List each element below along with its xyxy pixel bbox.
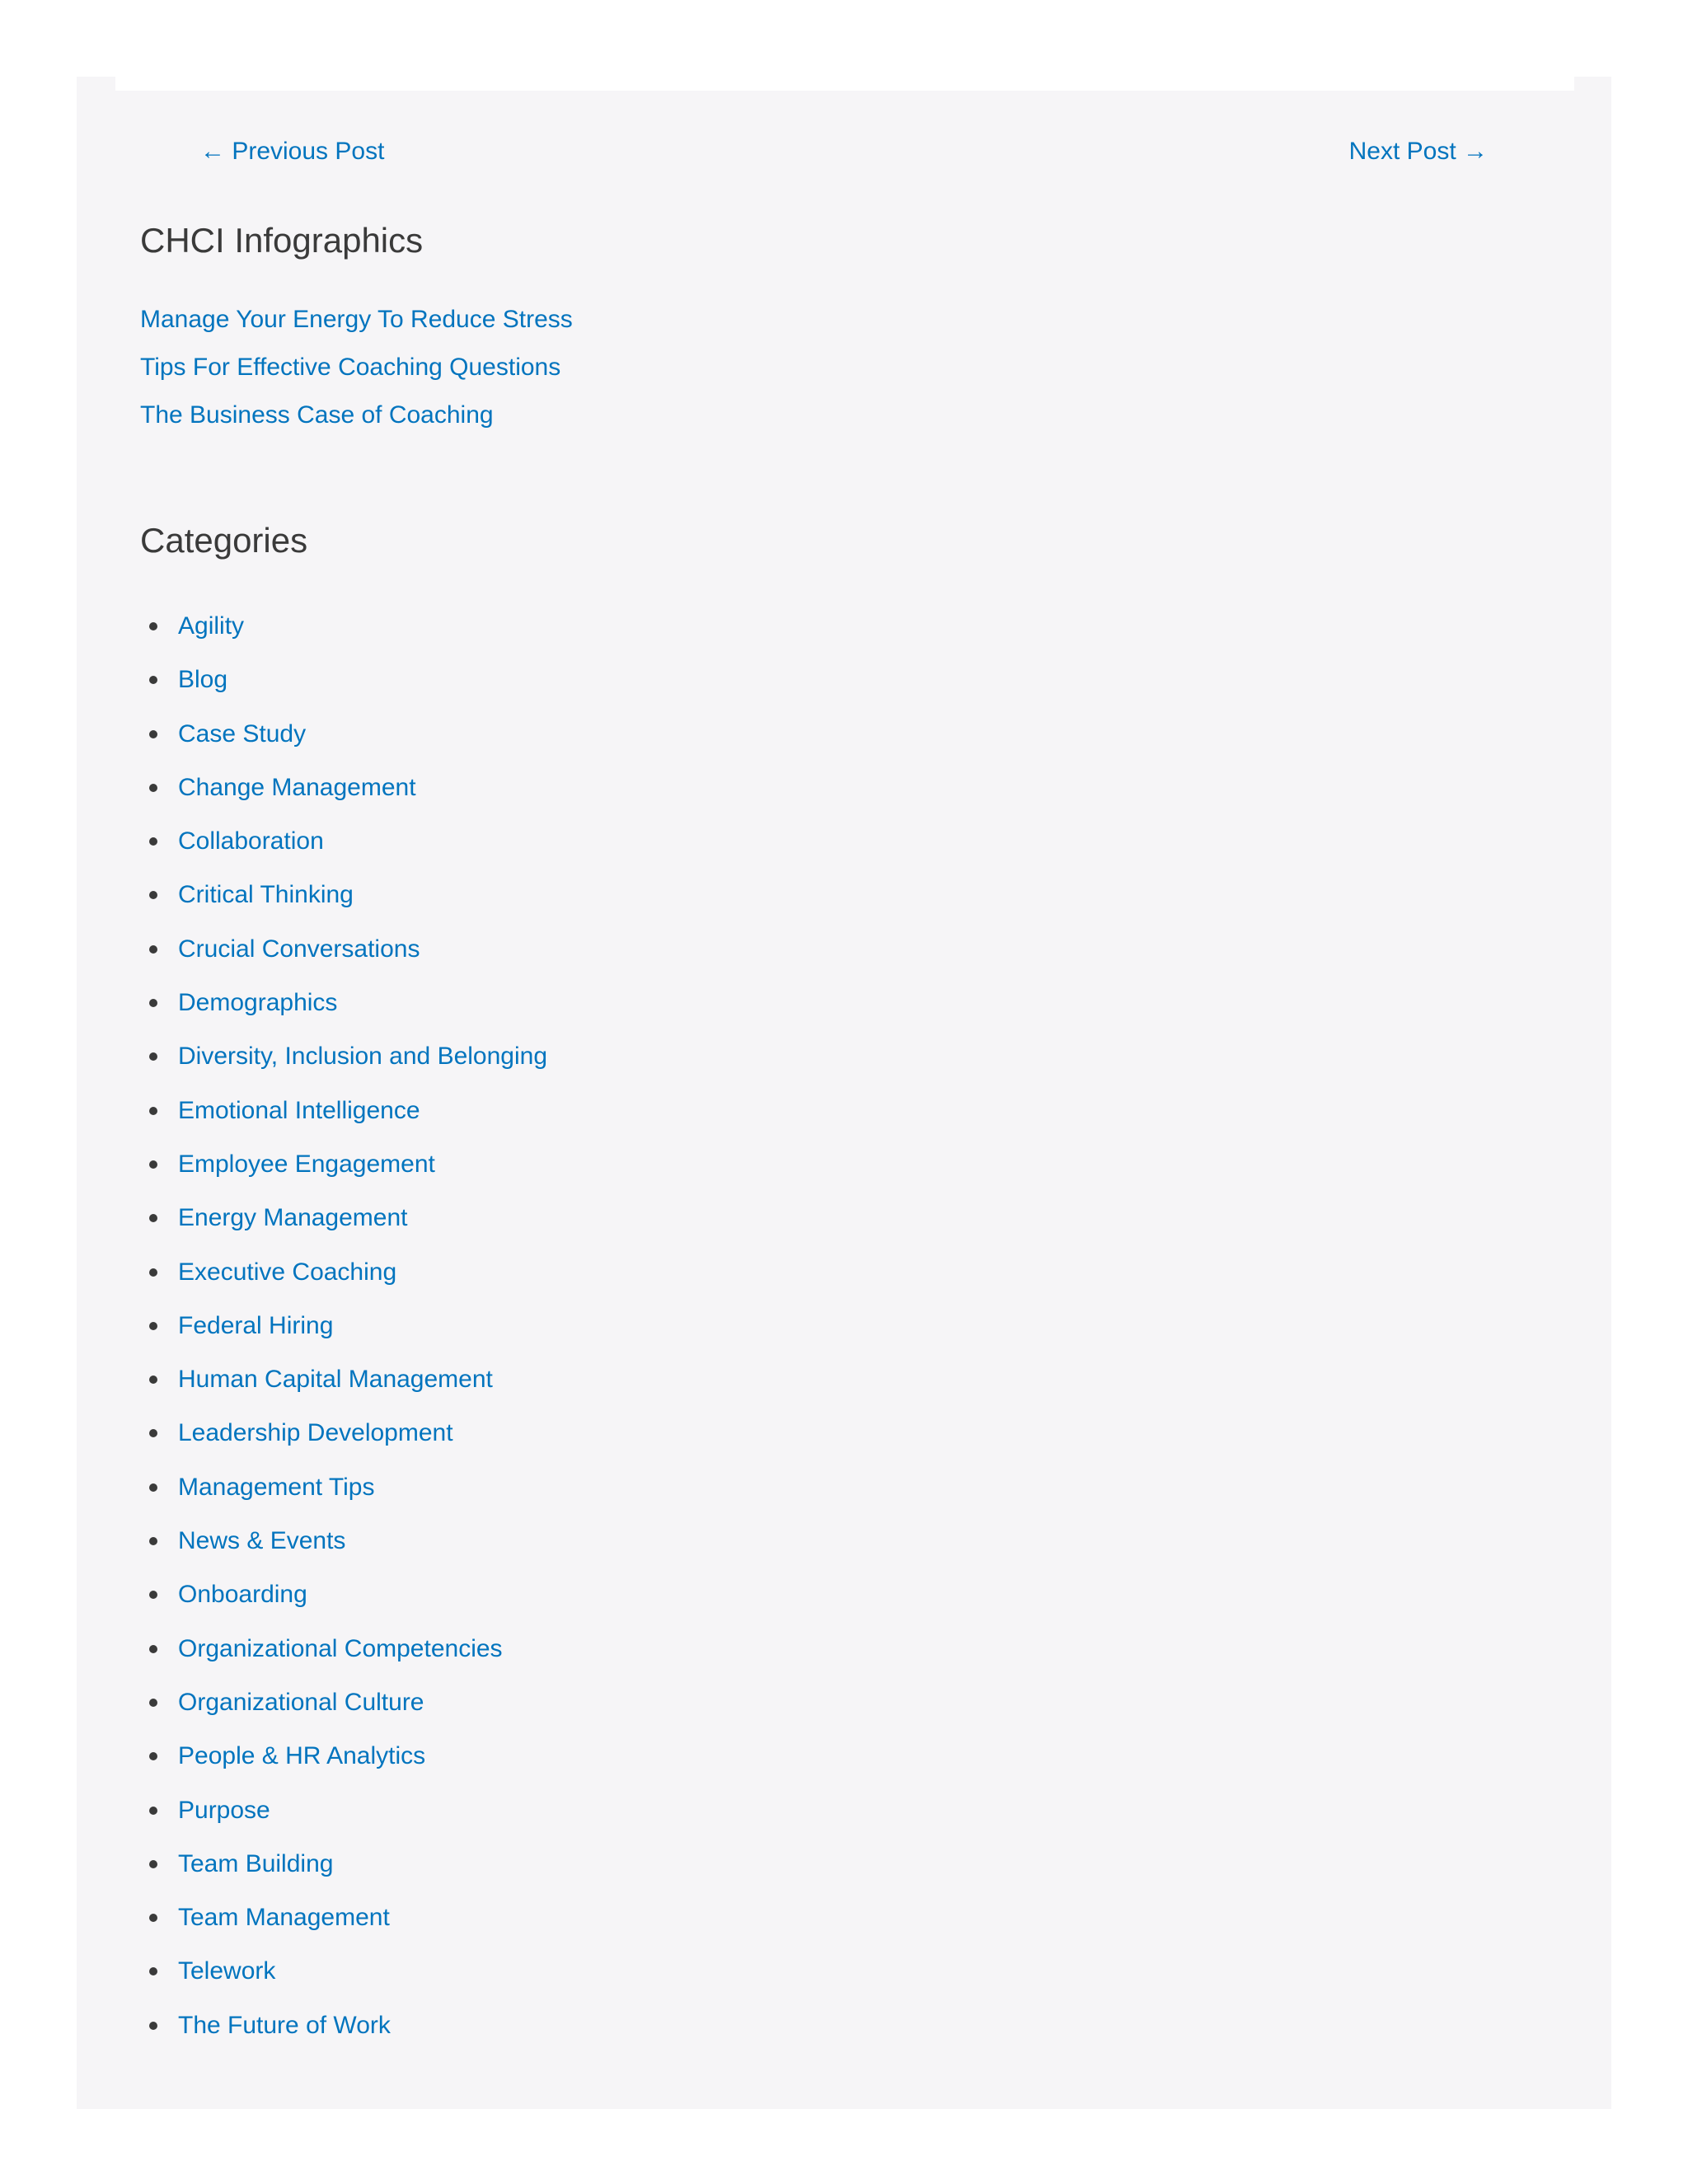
bullet-icon [149,1483,157,1492]
bullet-icon [149,1160,157,1169]
bullet-icon [149,1214,157,1222]
bullet-icon [149,1807,157,1815]
category-link-executive-coaching[interactable]: Executive Coaching [178,1258,397,1286]
category-list-item [140,1682,547,1736]
category-link-federal-hiring[interactable]: Federal Hiring [178,1311,334,1339]
category-link-telework[interactable]: Telework [178,1957,276,1985]
category-list-item [140,1790,547,1844]
category-list-item [140,1467,547,1521]
category-list-item [140,767,547,821]
bullet-icon [149,1752,157,1760]
bullet-icon [149,622,157,630]
bullet-icon [149,676,157,684]
category-link-critical-thinking[interactable]: Critical Thinking [178,881,354,909]
bullet-icon [149,1268,157,1277]
category-link-management-tips[interactable]: Management Tips [178,1473,375,1501]
article-bottom-edge [115,77,1574,91]
category-link-crucial-conversations[interactable]: Crucial Conversations [178,935,420,963]
category-link-collaboration[interactable]: Collaboration [178,827,324,855]
category-link-purpose[interactable]: Purpose [178,1796,270,1824]
category-list-item [140,714,547,767]
bullet-icon [149,730,157,738]
category-link-case-study[interactable]: Case Study [178,719,307,748]
category-link-onboarding[interactable]: Onboarding [178,1581,307,1609]
category-list-item [140,1359,547,1413]
category-link-employee-engagement[interactable]: Employee Engagement [178,1150,435,1178]
bullet-icon [149,784,157,792]
bullet-icon [149,1967,157,1975]
category-list-item [140,606,547,659]
bullet-icon [149,1699,157,1707]
infographics-list-item [140,347,573,395]
category-list-item [140,1897,547,1951]
category-list-item [140,1252,547,1305]
category-link-blog[interactable]: Blog [178,666,228,694]
category-list-item [140,982,547,1036]
category-link-team-management[interactable]: Team Management [178,1904,390,1932]
bullet-icon [149,2022,157,2030]
bullet-icon [149,891,157,899]
category-link-diversity-inclusion-belonging[interactable]: Diversity, Inclusion and Belonging [178,1043,548,1071]
category-list-item [140,1521,547,1574]
infographics-widget-title: CHCI Infographics [140,221,424,260]
category-link-team-building[interactable]: Team Building [178,1849,334,1877]
categories-widget-title: Categories [140,521,308,560]
infographics-list-item [140,395,573,443]
category-list-item [140,1197,547,1251]
category-link-news-events[interactable]: News & Events [178,1527,346,1555]
categories-list [140,606,547,2059]
category-list-item [140,1736,547,1789]
bullet-icon [149,837,157,846]
bullet-icon [149,945,157,954]
category-list-item [140,1413,547,1466]
bullet-icon [149,1052,157,1061]
category-list-item [140,2005,547,2059]
post-navigation [77,131,1611,172]
category-link-future-of-work[interactable]: The Future of Work [178,2011,391,2039]
category-link-organizational-culture[interactable]: Organizational Culture [178,1688,424,1716]
category-list-item [140,1629,547,1682]
bullet-icon [149,1645,157,1653]
category-list-item [140,929,547,982]
bullet-icon [149,999,157,1007]
category-list-item [140,659,547,713]
category-list-item [140,874,547,928]
infographic-link-manage-energy[interactable]: Manage Your Energy To Reduce Stress [140,306,573,333]
infographic-link-business-case[interactable]: The Business Case of Coaching [140,401,494,429]
category-link-agility[interactable]: Agility [178,612,245,640]
infographics-list-item [140,299,573,347]
category-link-organizational-competencies[interactable]: Organizational Competencies [178,1634,503,1662]
bullet-icon [149,1322,157,1330]
category-list-item [140,1144,547,1197]
category-list-item [140,1090,547,1144]
category-list-item [140,1844,547,1897]
bullet-icon [149,1591,157,1599]
bullet-icon [149,1376,157,1384]
infographics-list [140,299,573,443]
next-post-link[interactable]: Next Post → [1348,138,1488,165]
category-list-item [140,1951,547,2004]
category-link-leadership-development[interactable]: Leadership Development [178,1419,453,1447]
bullet-icon [149,1914,157,1922]
content-panel [77,77,1611,2109]
previous-post-link[interactable]: ← Previous Post [200,138,385,165]
category-link-emotional-intelligence[interactable]: Emotional Intelligence [178,1096,420,1124]
category-link-people-hr-analytics[interactable]: People & HR Analytics [178,1742,426,1770]
bullet-icon [149,1429,157,1437]
category-list-item [140,1574,547,1628]
bullet-icon [149,1860,157,1868]
category-link-change-management[interactable]: Change Management [178,773,416,801]
category-link-demographics[interactable]: Demographics [178,989,338,1017]
bullet-icon [149,1107,157,1115]
category-list-item [140,1036,547,1090]
bullet-icon [149,1537,157,1545]
category-list-item [140,821,547,874]
category-link-energy-management[interactable]: Energy Management [178,1204,408,1232]
category-link-human-capital-management[interactable]: Human Capital Management [178,1366,493,1394]
category-list-item [140,1305,547,1359]
infographic-link-coaching-questions[interactable]: Tips For Effective Coaching Questions [140,354,561,381]
